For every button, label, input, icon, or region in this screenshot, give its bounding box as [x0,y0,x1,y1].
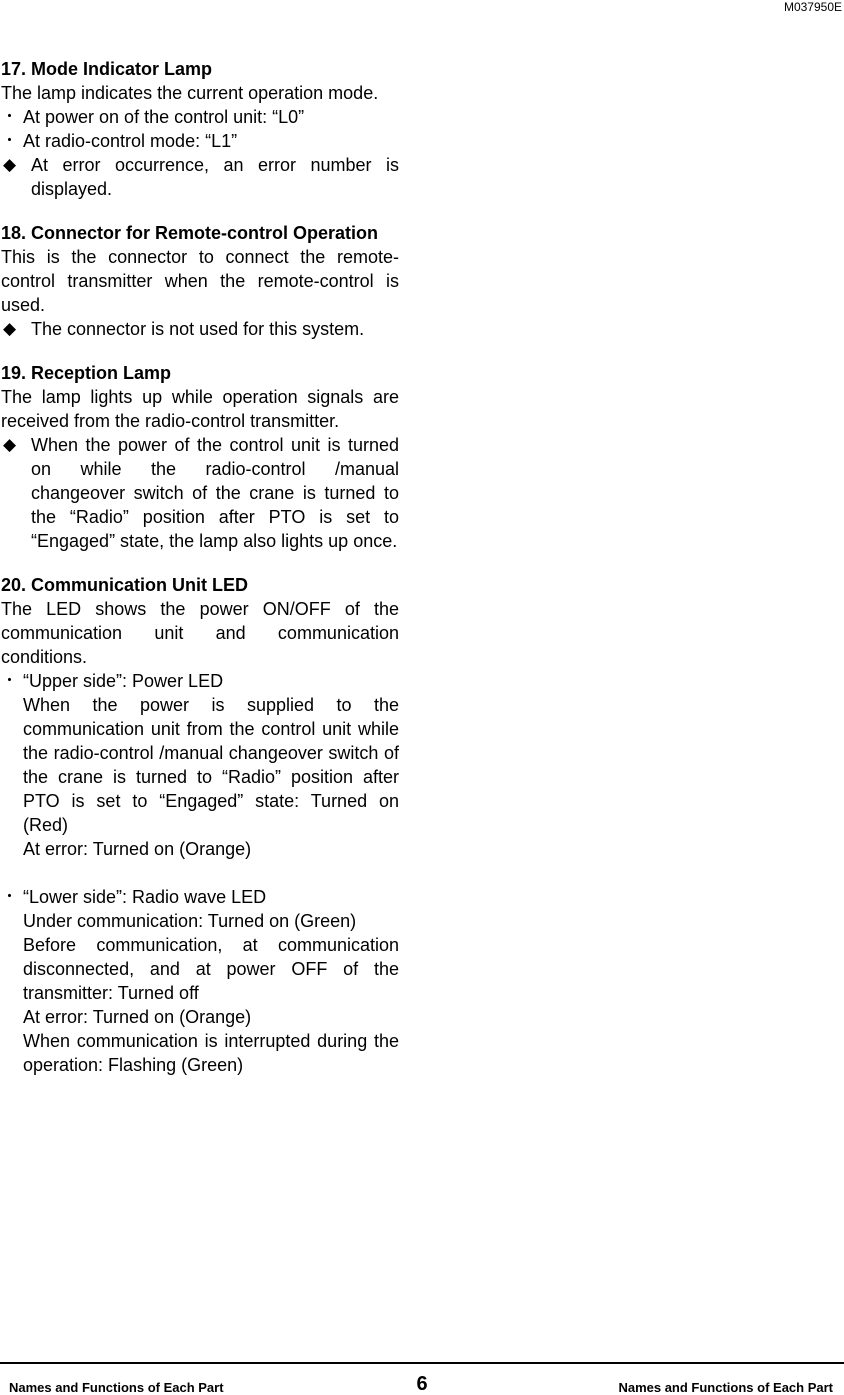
section-reception-lamp [1,361,399,553]
led-lower-detail: When communication is interrupted during the operation: Flashing (Green) [23,1031,399,1075]
note-item [1,153,399,201]
bullet-dot-icon: ・ [1,671,18,690]
led-upper-detail: When the power is supplied to the communication unit from the control unit while the radio-control /manual changeover switch of the crane is turned to “Radio” position after PTO is set to “Engaged” state: Turned on (Red) [23,695,399,835]
led-upper-label: “Upper side”: Power LED [23,671,224,691]
diamond-bullet-icon: ◆ [3,435,17,454]
footer-divider [0,1362,844,1364]
led-lower-detail: Before communication, at communication disconnected, and at power OFF of the transmitter: Turned off [23,935,399,1003]
section-heading: 17. Mode Indicator Lamp [1,59,213,79]
bullet-dot-icon: ・ [1,131,18,150]
led-lower-detail: At error: Turned on (Orange) [23,1007,252,1027]
section-heading: 19. Reception Lamp [1,363,172,383]
section-mode-indicator-lamp [1,57,399,201]
section-communication-unit-led [1,573,399,1077]
section-paragraph: The lamp lights up while operation signals are received from the radio-control transmitter. [1,387,399,431]
list-item [1,105,399,129]
bullet-dot-icon: ・ [1,107,18,126]
note-item [1,433,399,553]
content-column [1,57,399,1097]
list-item-text: At radio-control mode: “L1” [23,131,238,151]
led-lower-detail: Under communication: Turned on (Green) [23,911,357,931]
page-number: 6 [416,1373,428,1395]
list-item [1,129,399,153]
led-upper-detail: At error: Turned on (Orange) [23,839,252,859]
section-heading: 18. Connector for Remote-control Operation [1,223,379,243]
spacer [1,861,399,885]
diamond-bullet-icon: ◆ [3,155,17,174]
section-heading: 20. Communication Unit LED [1,575,249,595]
bullet-dot-icon: ・ [1,887,18,906]
led-lower-item [1,885,399,909]
footer-right-title: Names and Functions of Each Part [618,1380,833,1395]
note-item-text: The connector is not used for this system. [31,319,365,339]
list-item-text: At power on of the control unit: “L0” [23,107,305,127]
section-remote-control-connector [1,221,399,341]
led-lower-label: “Lower side”: Radio wave LED [23,887,267,907]
note-item [1,317,399,341]
note-item-text: When the power of the control unit is turned on while the radio-control /manual changeover switch of the crane is turned to the “Radio” position after PTO is set to “Engaged” state, the lamp also lights up once. [31,435,399,551]
section-paragraph: This is the connector to connect the remote-control transmitter when the remote-control is used. [1,247,399,315]
section-paragraph: The LED shows the power ON/OFF of the communication unit and communication conditions. [1,599,399,667]
section-paragraph: The lamp indicates the current operation mode. [1,83,379,103]
led-upper-item [1,669,399,693]
diamond-bullet-icon: ◆ [3,319,17,338]
footer-left-title: Names and Functions of Each Part [9,1380,224,1395]
note-item-text: At error occurrence, an error number is displayed. [31,155,399,199]
document-code: M037950E [783,0,842,14]
